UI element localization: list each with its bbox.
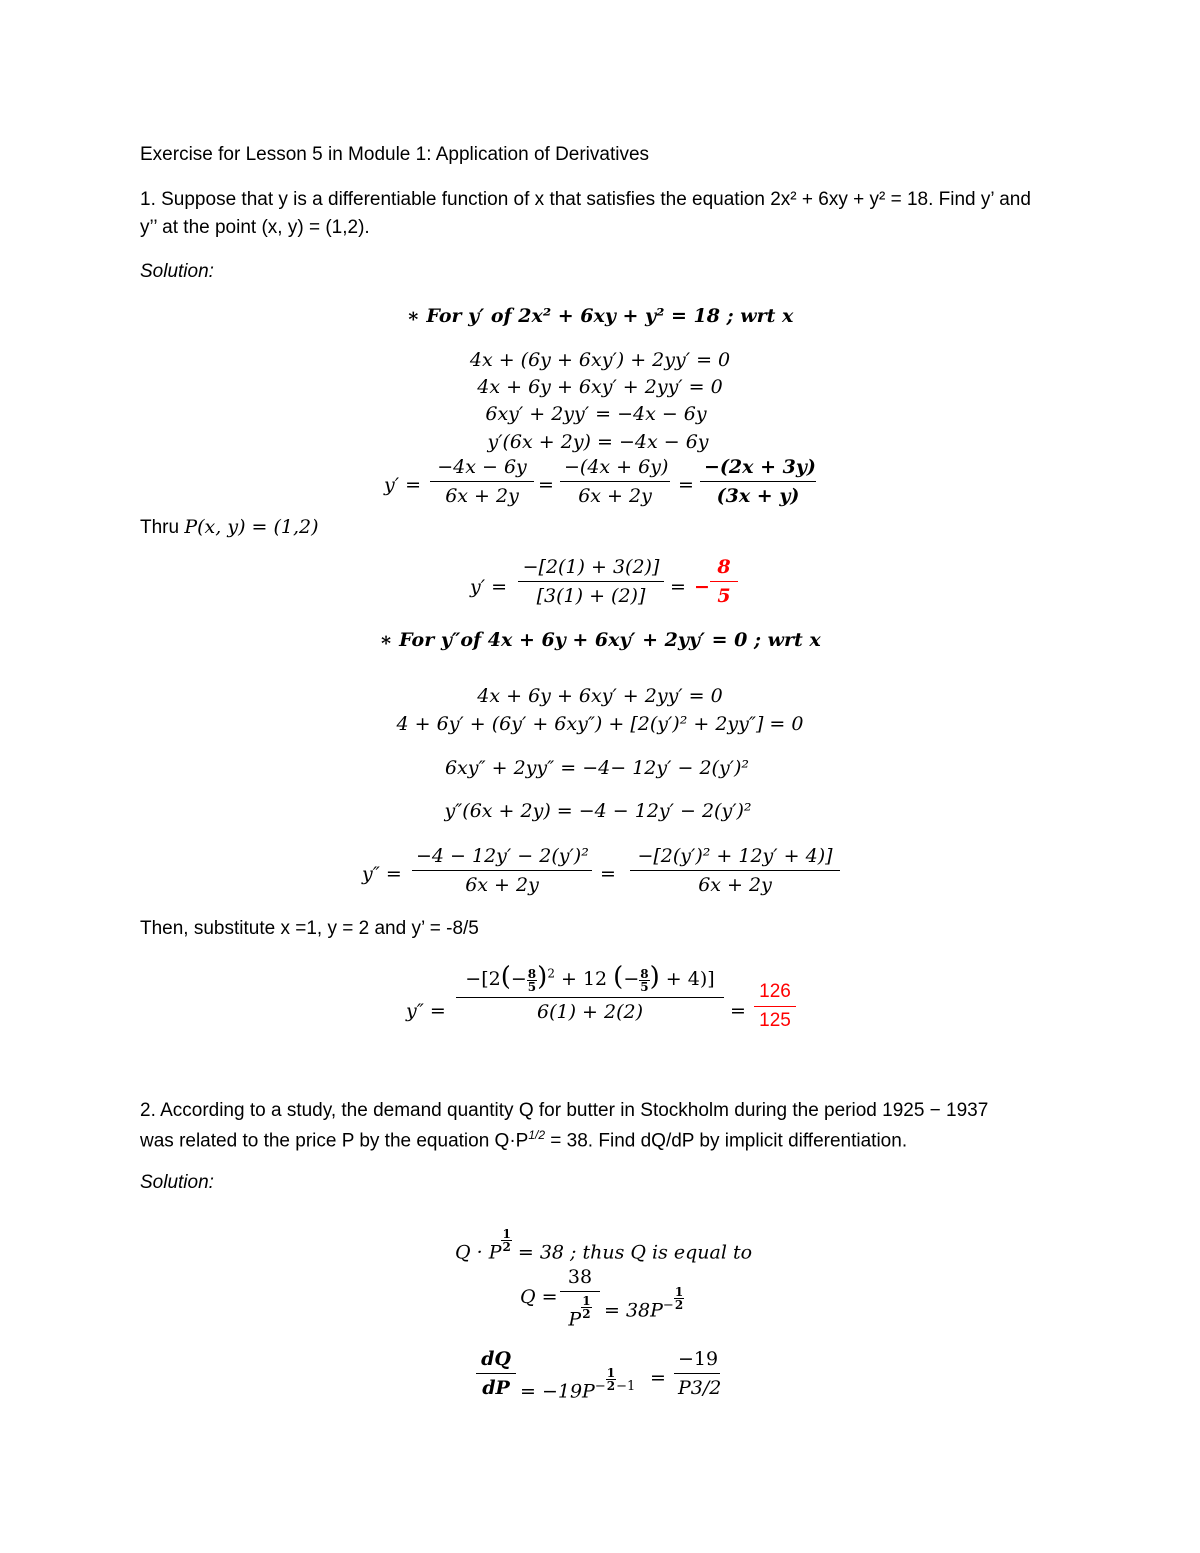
fraction-numerator: −[2(y′)² + 12y′ + 4)]: [637, 845, 833, 867]
y-double-prime-result: [754, 981, 796, 1032]
y-prime-lhs: y′ =: [384, 474, 422, 496]
fraction-denominator: 6x + 2y: [465, 874, 539, 896]
step-1: 4x + (6y + 6xy′) + 2yy′ = 0: [469, 349, 731, 371]
fraction-denominator: 6x + 2y: [698, 874, 772, 896]
y-prime-fraction-1: [430, 456, 534, 507]
equals-sign: =: [678, 474, 694, 496]
problem-1-statement-line-2: y’’ at the point (x, y) = (1,2).: [140, 217, 370, 238]
fraction-denominator: 6x + 2y: [445, 485, 519, 507]
result-sign: −: [694, 576, 710, 598]
fraction-denominator: [3(1) + (2)]: [536, 585, 646, 607]
fraction-numerator: −(2x + 3y): [704, 456, 816, 478]
solution-label-1: Solution:: [140, 261, 214, 282]
y-prime-result: [710, 556, 738, 607]
step-5: 4x + 6y + 6xy′ + 2yy′ = 0: [477, 685, 723, 707]
fraction-numerator: −4 − 12y′ − 2(y′)²: [416, 845, 589, 867]
thru-point: P(x, y) = (1,2): [184, 516, 319, 538]
fraction-denominator: (3x + y): [716, 485, 800, 507]
equals-sign: =: [670, 576, 686, 598]
step-4: y′(6x + 2y) = −4x − 6y: [487, 431, 709, 453]
y-double-prime-final-fraction: [456, 962, 724, 1023]
equals-sign: =: [730, 1000, 746, 1022]
y-prime-fraction-3: [700, 456, 816, 507]
substitute-instruction: Then, substitute x =1, y = 2 and y’ = -8/5: [140, 918, 479, 939]
step-6: 4 + 6y′ + (6y′ + 6xy″) + [2(y′)² + 2yy″] = 0: [396, 713, 804, 735]
q-rhs: = 38P− $\frac{1}{2}$: [604, 1285, 684, 1322]
fraction-numerator: 8: [717, 556, 731, 578]
heading-second-derivative: ∗ For y″of 4x + 6y + 6xy′ + 2yy′ = 0 ; wrt x: [379, 629, 821, 651]
fraction-denominator: P $\frac{1}{2}$: [568, 1294, 591, 1331]
page-title: Exercise for Lesson 5 in Module 1: Application of Derivatives: [140, 144, 650, 165]
y-double-prime-fraction-1: [412, 845, 592, 896]
fraction-numerator: dQ: [481, 1348, 511, 1370]
y-double-prime-fraction-2: [630, 845, 840, 896]
fraction-denominator: 6x + 2y: [578, 485, 652, 507]
y-prime-fraction-2: [560, 456, 670, 507]
thru-label: Thru P(x, y) = (1,2): [140, 516, 319, 538]
dq-dp-result: [674, 1348, 720, 1399]
problem-2-statement-line-2: was related to the price P by the equation $Q\cdot P^{1/2} = 38$. Find dQ/dP by implicit differentiation.: [140, 1128, 908, 1152]
q-fraction: [560, 1266, 600, 1330]
dq-dp-lhs: [476, 1348, 516, 1399]
fraction-numerator: 126: [759, 981, 791, 1002]
fraction-numerator: −4x − 6y: [437, 456, 527, 478]
fraction-numerator: 38: [567, 1266, 593, 1288]
equals-sign: =: [600, 863, 616, 885]
fraction-denominator: 125: [759, 1010, 791, 1031]
step-7: 6xy″ + 2yy″ = −4− 12y′ − 2(y′)²: [444, 757, 750, 779]
fraction-denominator: 5: [717, 585, 731, 607]
heading-first-derivative: ∗ For y′ of 2x² + 6xy + y² = 18 ; wrt x: [406, 305, 794, 327]
q-lhs: Q =: [520, 1286, 558, 1308]
step-8: y″(6x + 2y) = −4 − 12y′ − 2(y′)²: [444, 800, 752, 822]
y-double-prime-lhs: y″ =: [362, 863, 402, 885]
y-double-prime-final-lhs: y″ =: [406, 1000, 446, 1022]
step-3: 6xy′ + 2yy′ = −4x − 6y: [485, 403, 707, 425]
demand-equation: Q · P $\frac{1}{2}$ = 38 ; thus Q is equal to: [455, 1227, 753, 1264]
equals-sign: =: [650, 1367, 666, 1389]
dq-dp-middle: = −19P− $\frac{1}{2}$ $^{-1}$: [520, 1366, 636, 1403]
equals-sign: =: [538, 474, 554, 496]
solution-label-2: Solution:: [140, 1172, 214, 1193]
fraction-denominator: 6(1) + 2(2): [536, 1000, 643, 1023]
fraction-numerator: −19: [678, 1348, 719, 1370]
y-prime-eval-lhs: y′ =: [470, 576, 508, 598]
fraction-numerator: −(4x + 6y): [564, 456, 669, 478]
fraction-denominator: P3/2: [678, 1377, 722, 1399]
step-2: 4x + 6y + 6xy′ + 2yy′ = 0: [477, 376, 723, 398]
problem-2-statement-line-1: 2. According to a study, the demand quantity Q for butter in Stockholm during the period 1925 − 1937: [140, 1100, 989, 1121]
fraction-numerator: −[2(1) + 3(2)]: [522, 556, 660, 578]
y-prime-eval-fraction: [518, 556, 664, 607]
fraction-numerator: −[2(− $\frac{8}{5}$ )$^2$ + 12 (− $\frac{8}{5}$ ) + 4)]: [465, 962, 715, 994]
fraction-denominator: dP: [482, 1377, 510, 1399]
problem-1-statement-line-1: 1. Suppose that y is a differentiable function of x that satisfies the equation 2x² + 6xy + y² = 18. Find y’ and: [140, 189, 1031, 210]
